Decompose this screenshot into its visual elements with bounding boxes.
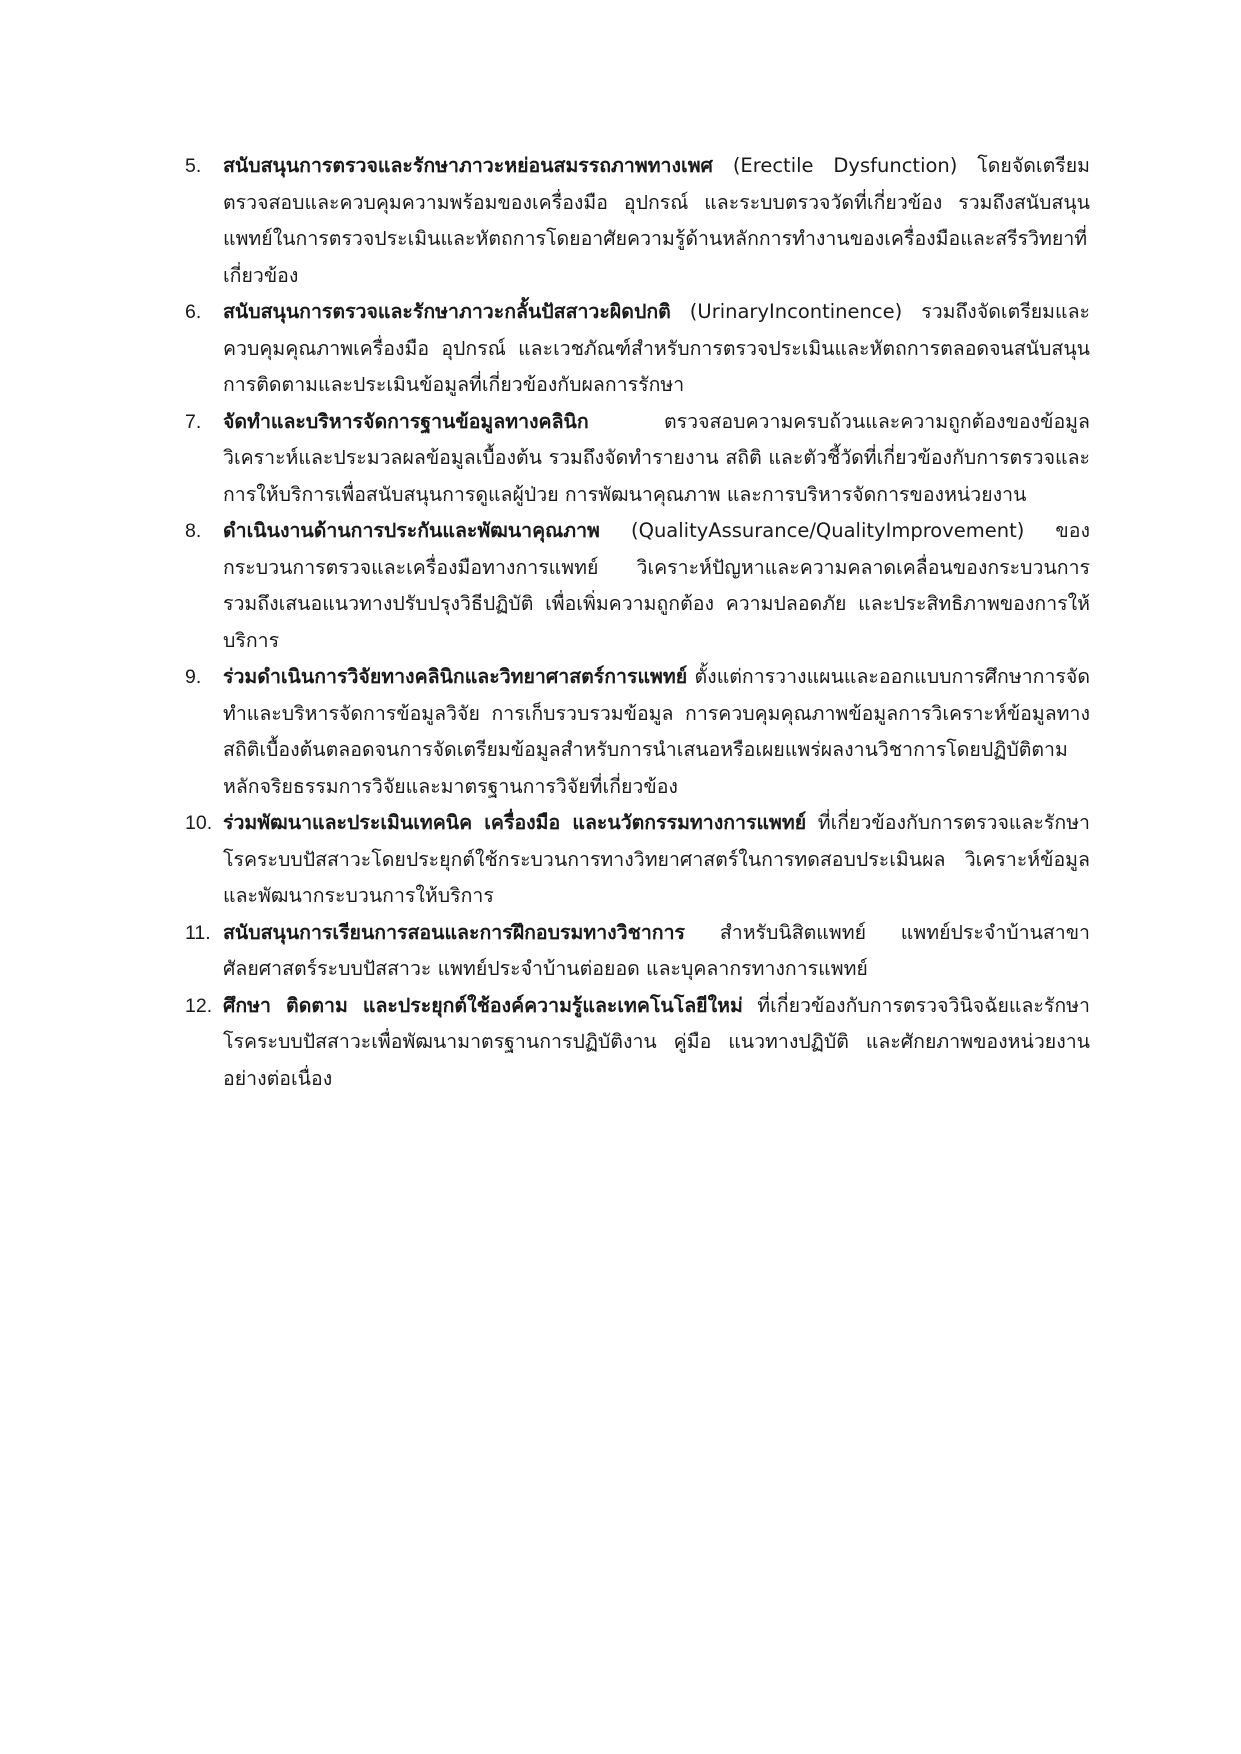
item-heading: สนับสนุนการตรวจและรักษาภาวะหย่อนสมรรถภาพทางเพศ	[223, 154, 713, 177]
item-heading: สนับสนุนการเรียนการสอนและการฝึกอบรมทางวิชาการ	[223, 920, 686, 944]
item-body: (Erectile Dysfunction) โดยจัดเตรียม ตรวจสอบและควบคุมความพร้อมของเครื่องมือ อุปกรณ์ และระบบตรวจวัดที่เกี่ยวข้อง รวมถึงสนับสนุนแพทย์ในการตรวจประเมินและหัตถการโดยอาศัยความรู้ด้านหลักการทำงานของเครื่องมือและสรีรวิทยาที่เกี่ยวข้อง	[223, 154, 1090, 287]
list-item	[185, 404, 1090, 514]
item-body: (UrinaryIncontinence) รวมถึงจัดเตรียมและควบคุมคุณภาพเครื่องมือ อุปกรณ์ และเวชภัณฑ์สำหรับการตรวจประเมินและหัตถการตลอดจนสนับสนุนการติดตามและประเมินข้อมูลที่เกี่ยวข้องกับผลการรักษา	[223, 300, 1090, 396]
list-item	[185, 148, 1090, 294]
item-heading: สนับสนุนการตรวจและรักษาภาวะกลั้นปัสสาวะผิดปกติ	[223, 300, 671, 323]
item-body: ตรวจสอบความครบถ้วนและความถูกต้องของข้อมูลวิเคราะห์และประมวลผลข้อมูลเบื้องต้น รวมถึงจัดทำรายงาน สถิติ และตัวชี้วัดที่เกี่ยวข้องกับการตรวจและการให้บริการเพื่อสนับสนุนการดูแลผู้ป่วย การพัฒนาคุณภาพ และการบริหารจัดการของหน่วยงาน	[223, 409, 1090, 506]
item-body: สำหรับนิสิตแพทย์ แพทย์ประจำบ้านสาขาศัลยศาสตร์ระบบปัสสาวะ แพทย์ประจำบ้านต่อยอด และบุคลากรทางการแพทย์	[223, 920, 1090, 980]
item-number: 11.	[185, 921, 211, 944]
list-item	[185, 988, 1090, 1098]
item-number: 7.	[185, 410, 202, 433]
item-number: 8.	[185, 520, 202, 542]
item-number: 9.	[185, 666, 202, 688]
list-item	[185, 805, 1090, 915]
item-heading: ร่วมดำเนินการวิจัยทางคลินิกและวิทยาศาสตร์การแพทย์	[223, 665, 688, 688]
item-number: 10.	[185, 812, 213, 834]
list-item	[185, 294, 1090, 404]
item-number: 5.	[185, 155, 202, 177]
item-body: ตั้งแต่การวางแผนและออกแบบการศึกษาการจัดทำและบริหารจัดการข้อมูลวิจัย การเก็บรวบรวมข้อมูล การควบคุมคุณภาพข้อมูลการวิเคราะห์ข้อมูลทางสถิติเบื้องต้นตลอดจนการจัดเตรียมข้อมูลสำหรับการนำเสนอหรือเผยแพร่ผลงานวิชาการโดยปฏิบัติตามหลักจริยธรรมการวิจัยและมาตรฐานการวิจัยที่เกี่ยวข้อง	[223, 665, 1090, 798]
item-heading: ดำเนินงานด้านการประกันและพัฒนาคุณภาพ	[223, 519, 600, 542]
item-number: 12.	[185, 994, 213, 1017]
item-body: ที่เกี่ยวข้องกับการตรวจวินิจฉัยและรักษาโรคระบบปัสสาวะเพื่อพัฒนามาตรฐานการปฏิบัติงาน คู่มือ แนวทางปฏิบัติ และศักยภาพของหน่วยงานอย่างต่อเนื่อง	[223, 993, 1090, 1090]
item-number: 6.	[185, 301, 202, 323]
item-heading: ร่วมพัฒนาและประเมินเทคนิค เครื่องมือ และนวัตกรรมทางการแพทย์	[223, 811, 807, 834]
item-body: (QualityAssurance/QualityImprovement) ของกระบวนการตรวจและเครื่องมือทางการแพทย์ วิเคราะห์ปัญหาและความคลาดเคลื่อนของกระบวนการรวมถึงเสนอแนวทางปรับปรุงวิธีปฏิบัติ เพื่อเพิ่มความถูกต้อง ความปลอดภัย และประสิทธิภาพของการให้บริการ	[223, 519, 1090, 652]
list-item	[185, 915, 1090, 988]
item-heading: จัดทำและบริหารจัดการฐานข้อมูลทางคลินิก	[223, 409, 589, 433]
item-body: ที่เกี่ยวข้องกับการตรวจและรักษาโรคระบบปัสสาวะโดยประยุกต์ใช้กระบวนการทางวิทยาศาสตร์ในการทดสอบประเมินผล วิเคราะห์ข้อมูล และพัฒนากระบวนการให้บริการ	[223, 811, 1090, 907]
document-page	[185, 148, 1090, 1097]
list-item	[185, 659, 1090, 805]
item-heading: ศึกษา ติดตาม และประยุกต์ใช้องค์ความรู้และเทคโนโลยีใหม่	[223, 993, 743, 1017]
list-item	[185, 513, 1090, 659]
